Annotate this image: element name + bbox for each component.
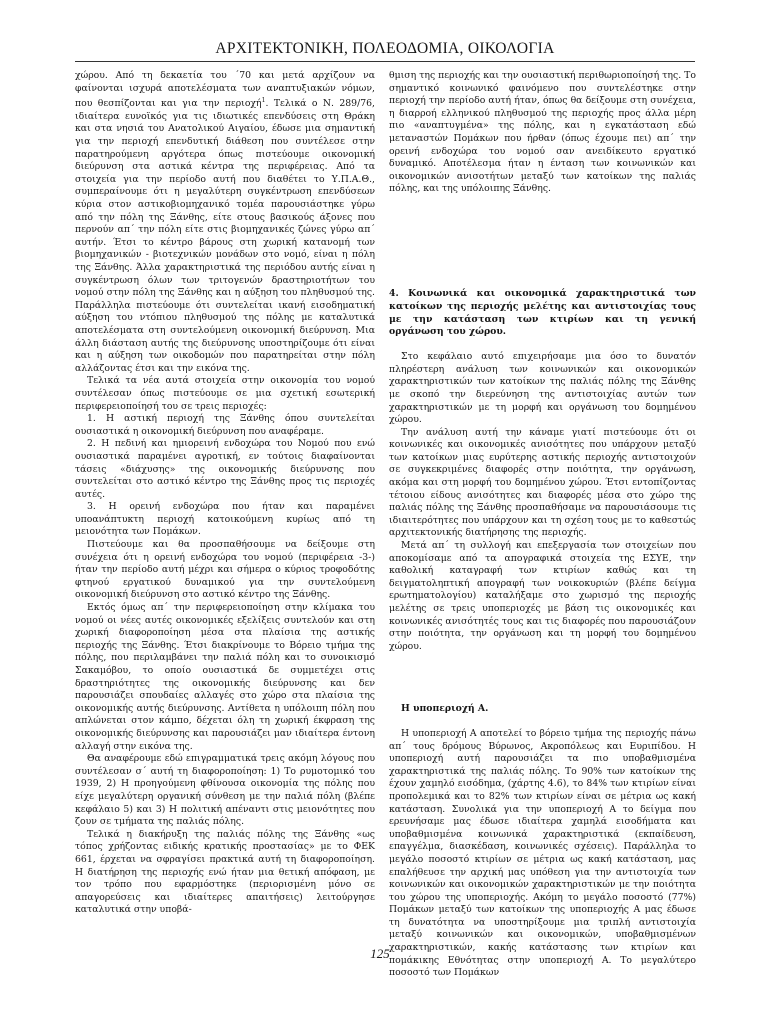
- paragraph: Η υποπεριοχή Α αποτελεί το βόρειο τμήμα της περιοχής πάνω απ΄ τους δρόμους Βύρωνος, Ακροπόλεως και Ευριπίδου. Η υποπεριοχή αυτή παρουσιάζει τα πιο υποβαθμισμένα χαρακτηριστικά της παλιάς πόλης. Το 90% των κατοίκων της έχουν χαμηλό εισόδημα, (χάρτης 4.6), το 84% των κτιρίων είναι προπολεμικά και το 82% των κτιρίων είναι σε μέτρια ως κακή κατάσταση. Συνολικά για την υποπεριοχή Α το δείγμα που ερευνήσαμε μας έδωσε ιδιαίτερα χαμηλά εισοδήματα και υποβαθμισμένα κοινωνικά χαρακτηριστικά (εκπαίδευση, επαγγέλμα, διασκέδαση, κοινωνικές σχέσεις). Παράλληλα το μεγάλο ποσοστό κτιρίων σε μέτρια ως κακή κατάσταση, μας επαλήθευσε την αρχική μας υπόθεση για την αντιστοιχία των κοινωνικών και οικονομικών χαρακτηριστικών με την ποιότητα του χώρου της υποπεριοχής. Ακόμη το μεγάλο ποσοστό (77%) Πομάκων μεταξύ των κατοίκων της υποπεριοχής Α μας έδωσε τη δυνατότητα να υποστηρίξουμε μια τριπλή αντιστοιχία μεταξύ κοινωνικών και οικονομικών, υποβαθμισμένων χαρακτηριστικών, κακής κατάστασης των κτιρίων και πομάκικης Εθνότητας στην υποπεριοχή Α. Το μεγαλύτερο ποσοστό των Πομάκων: [389, 727, 696, 979]
- paragraph: Θα αναφέρουμε εδώ επιγραμματικά τρεις ακόμη λόγους που συντέλεσαν σ΄ αυτή τη διαφοροποίηση: 1) Το ρυμοτομικό του 1939, 2) Η προηγούμενη φθίνουσα οικονομία της πόλης που είχε μεγαλύτερη οργανική σύνθεση με την παλιά πόλη (βλέπε κεφάλαιο 5) και 3) Η πολιτική απέναντι στις μειονότητες που ζουν σε τμήματα της παλιάς πόλης.: [75, 753, 375, 828]
- page-number: 125: [370, 946, 390, 961]
- paragraph: Πιστεύουμε και θα προσπαθήσουμε να δείξουμε στη συνέχεια ότι η ορεινή ενδοχώρα του νομού (περιφέρεια -3-) ήταν την περίοδο αυτή μέχρι και σήμερα ο κύριος τροφοδότης φτηνού εργατικού δυναμικού για την συντελούμενη οικονομική διεύρυνση στο αστικό κέντρο της Ξάνθης.: [75, 539, 375, 601]
- paragraph: Στο κεφάλαιο αυτό επιχειρήσαμε μια όσο το δυνατόν πληρέστερη ανάλυση των κοινωνικών και οικονομικών χαρακτηριστικών των κατοίκων της παλιάς πόλης της Ξάνθης με σκοπό την διερεύνηση της αντιστοιχίας αυτών των χαρακτηριστικών με τη μορφή και οργάνωση του δομημένου χώρου.: [389, 351, 696, 426]
- header-rule: [75, 61, 695, 62]
- footnote-marker: 1: [261, 97, 266, 105]
- paragraph: Μετά απ΄ τη συλλογή και επεξεργασία των στοιχείων που αποκομίσαμε από τα απογραφικά στοιχεία της ΕΣΥΕ, την καθολική καταγραφή των κτιρίων καθώς και τη δειγματοληπτική απογραφή των νοικοκυριών (βλέπε δείγμα ερωτηματολογίου) καταλήξαμε στο χωρισμό της περιοχής μελέτης σε τρεις υποπεριοχές με βάση τις οικονομικές και κοινωνικές ανισότητές τους και τις διαφορές που παρουσιάζουν στην ποιότητα, την οργάνωση και τη μορφή του δομημένου χώρου.: [389, 540, 696, 652]
- list-item: 1. Η αστική περιοχή της Ξάνθης όπου συντελείται ουσιαστικά η οικονομική διεύρυνση που αναφέραμε.: [75, 413, 375, 437]
- list-item: 3. Η ορεινή ενδοχώρα που ήταν και παραμένει υποανάπτυκτη περιοχή κατοικούμενη κυρίως από τη μειονότητα των Πομάκων.: [75, 501, 375, 538]
- paragraph: θμιση της περιοχής και την ουσιαστική περιθωριοποίησή της. Το σημαντικό κοινωνικό φαινόμενο που συντελέστηκε στην περιοχή την περίοδο αυτή ήταν, όπως θα δείξουμε στη συνέχεια, η διαρροή ελληνικού πληθυσμού της περιοχής προς άλλα μέρη πιο «αναπτυγμένα» της πόλης, και η εγκατάσταση εδώ μεταναστών Πομάκων που ήρθαν (όπως έχουμε πει) απ΄ την ορεινή ενδοχώρα του νομού σαν ανειδίκευτο εργατικό δυναμικό. Αποτέλεσμα ήταν η ένταση των κοινωνικών και οικονομικών ανισοτήτων μεταξύ των κατοίκων της παλιάς πόλης, και της υπόλοιπης Ξάνθης.: [389, 70, 696, 195]
- subsection-heading: Η υποπεριοχή Α.: [401, 703, 489, 715]
- paragraph: Εκτός όμως απ΄ την περιφερειοποίηση στην κλίμακα του νομού οι νέες αυτές οικονομικές εξελίξεις συντελούν και στη χωρική διαφοροποίηση μέσα στα πλαίσια της αστικής περιοχής της Ξάνθης. Έτσι διακρίνουμε το Βόρειο τμήμα της πόλης, που περιλαμβάνει την παλιά πόλη και το συνοικισμό Σακαμόβου, το οποίο ουσιαστικά δε συμμετέχει στις δραστηριότητες της οικονομικής διεύρυνσης και δεν παρουσιάζει σπουδαίες αλλαγές στο χώρο στα πλαίσια της οικονομικής αυτής διεύρυνσης. Αντίθετα η υπόλοιπη πόλη που απλώνεται στον κάμπο, δέχεται όλη τη χωρική έκφραση της οικονομικής διεύρυνσης και παρουσιάζει μαν ιδιαίτερα έντονη αλλαγή στην εικόνα της.: [75, 602, 375, 752]
- paragraph: Τελικά τα νέα αυτά στοιχεία στην οικονομία του νομού συντέλεσαν όπως πιστεύουμε σε μια σχετική εσωτερική περιφερειοποίησή του σε τρεις περιοχές:: [75, 375, 375, 412]
- left-column: [75, 70, 375, 917]
- paragraph: Την ανάλυση αυτή την κάναμε γιατί πιστεύουμε ότι οι κοινωνικές και οικονομικές ανισότητες που υπάρχουν μεταξύ των κατοίκων μιας ευρύτερης αστικής περιοχής αντιστοιχούν σε συγκεκριμένες διαφορές στην ποιότητα, την οργάνωση, ακόμα και στη μορφή του δομημένου χώρου. Έτσι εντοπίζοντας τέτοιου είδους ανισότητες και διαφορές μέσα στο χώρο της παλιάς πόλης της Ξάνθης προσπαθήσαμε να παρουσιάσουμε τις ιδιαιτερότητες που υπάρχουν και τη σχέση τους με το καθεστώς αρχιτεκτονικής διατήρησης της περιοχής.: [389, 426, 696, 539]
- section-heading: 4. Κοινωνικά και οικονομικά χαρακτηριστικά των κατοίκων της περιοχής μελέτης και αντιστοιχίας τους με την κατάσταση των κτιρίων και τη γενική οργάνωση του χώρου.: [389, 287, 696, 338]
- running-header: ΑΡΧΙΤΕΚΤΟΝΙΚΗ, ΠΟΛΕΟΔΟΜΙΑ, ΟΙΚΟΛΟΓΙΑ: [215, 40, 555, 57]
- list-item: 2. Η πεδινή και ημιορεινή ενδοχώρα του Νομού που ενώ ουσιαστικά παραμένει αγροτική, εν τούτοις διαφαίνονται τάσεις «διάχυσης» της οικονομικής διεύρυνσης που συντελείται στο αστικό κέντρο της Ξάνθης προς τις περιοχές αυτές.: [75, 438, 375, 500]
- right-column: [389, 70, 696, 980]
- paragraph: χώρου. Από τη δεκαετία του ΄70 και μετά αρχίζουν να φαίνονται ισχυρά αποτελέσματα των αναπτυξιακών νόμων, που θεσπίζονται και για την περιοχή$^1$. Τελικά ο Ν. 289/76, ιδιαίτερα ευνοϊκός για τις ιδιωτικές επενδύσεις στη Θράκη και στα νησιά του Ανατολικού Αιγαίου, έδωσε μια σημαντική για την περιοχή επενδυτική διάθεση που συντέλεσε στην παρατηρούμενη αργότερα όπως πιστεύουμε οικονομική διεύρυνση στα αστικά κέντρα της περιφέρειας. Από τα στοιχεία για την περίοδο αυτή που διαθέτει το Υ.Π.Α.Θ., συμπεραίνουμε ότι η μεγαλύτερη συγκέντρωση επενδύσεων κύρια στον αστικοβιομηχανικό τομέα παρουσιάστηκε γύρω από την πόλη της Ξάνθης, είτε στους βασικούς άξονες που περνούν απ΄ την πόλη είτε στις βιομηχανικές ζώνες γύρω απ΄ αυτήν. Έτσι το κέντρο βάρους στη χωρική κατανομή των βιομηχανικών - βιοτεχνικών μονάδων στο νομό, είναι η πόλη της Ξάνθης. Άλλα χαρακτηριστικά της περιόδου αυτής είναι η συγκέντρωση όλων των τριτογενών δραστηριοτήτων του νομού στην πόλη της Ξάνθης και η αύξηση του πληθυσμού της. Παράλληλα πιστεύουμε ότι συντελείται ικανή εισοδηματική αύξηση του ντόπιου πληθυσμού της πόλης με καταλυτικά αποτελέσματα στη συντελούμενη οικονομική διεύρυνση. Μια άλλη διάσταση αυτής της διεύρυνσης υποστηρίζουμε ότι είναι και η αύξηση των οικοδομών που παρατηρείται στην πόλη αλλάζοντας έτσι και την εικόνα της.: [75, 70, 376, 374]
- paragraph: Τελικά η διακήρυξη της παλιάς πόλης της Ξάνθης «ως τόπος χρήζοντας ειδικής κρατικής προστασίας» με το ΦΕΚ 661, έρχεται να σφραγίσει πρακτικά αυτή τη διαφοροποίηση. Η διατήρηση της περιοχής ενώ ήταν μια θετική απόφαση, με τον τρόπο που εφαρμόστηκε (περιορισμένη μόνο σε απαγορεύσεις και ιδιαίτερες απαιτήσεις) λειτούργησε καταλυτικά στην υποβά-: [75, 828, 375, 916]
